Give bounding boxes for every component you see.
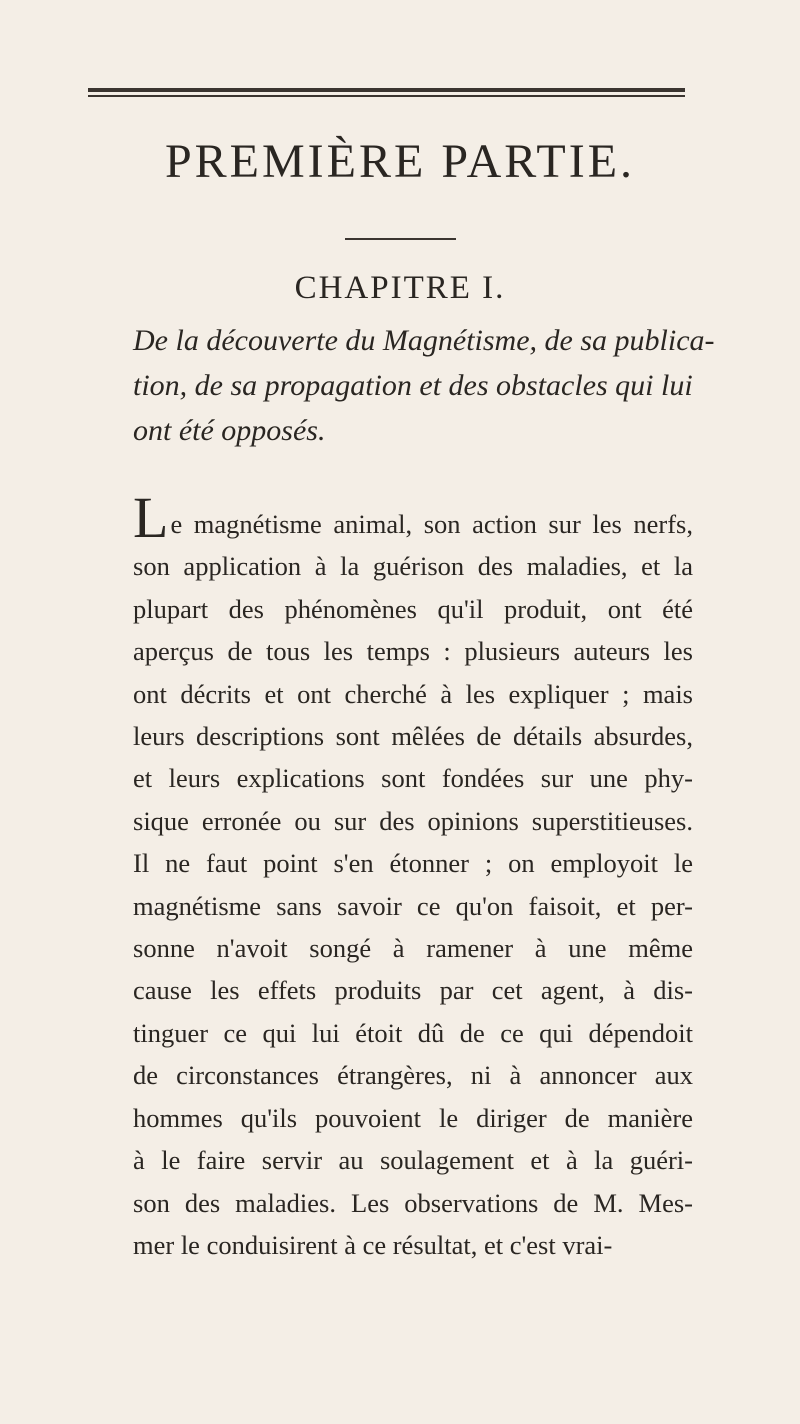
part-title: PREMIÈRE PARTIE. xyxy=(164,135,636,188)
body-line: et leurs explications sont fondées sur une phy- xyxy=(133,763,693,794)
body-line: de circonstances étrangères, ni à annoncer aux xyxy=(133,1060,693,1091)
chapter-title: CHAPITRE I. xyxy=(294,270,506,306)
first-line-text: e magnétisme animal, son action sur les nerfs, xyxy=(170,509,693,539)
body-line: ont décrits et ont cherché à les expliquer ; mais xyxy=(133,678,693,709)
body-line: sonne n'avoit songé à ramener à une même xyxy=(133,933,693,964)
header-double-rule xyxy=(88,88,685,100)
body-line: son application à la guérison des maladies, et la xyxy=(133,551,693,582)
body-line: leurs descriptions sont mêlées de détails absurdes, xyxy=(133,721,693,752)
body-line: à le faire servir au soulagement et à la guéri- xyxy=(133,1145,693,1176)
body-line: magnétisme sans savoir ce qu'on faisoit, et per- xyxy=(133,890,693,921)
body-paragraph xyxy=(133,485,693,1266)
body-line: aperçus de tous les temps : plusieurs auteurs les xyxy=(133,636,693,667)
subtitle-line: De la découverte du Magnétisme, de sa publica- xyxy=(133,324,715,357)
body-line: mer le conduisirent à ce résultat, et c'est vrai- xyxy=(133,1229,613,1260)
subtitle-line: ont été opposés. xyxy=(133,414,326,447)
subtitle-line: tion, de sa propagation et des obstacles qui lui xyxy=(133,369,693,402)
header-rule-thick xyxy=(88,88,685,92)
body-line: son des maladies. Les observations de M. Mes- xyxy=(133,1187,693,1218)
body-line: tinguer ce qui lui étoit dû de ce qui dépendoit xyxy=(133,1017,693,1048)
body-line: cause les effets produits par cet agent, à dis- xyxy=(133,975,693,1006)
body-line-first xyxy=(133,485,693,550)
body-line: sique erronée ou sur des opinions superstitieuses. xyxy=(133,805,693,836)
body-line: hommes qu'ils pouvoient le diriger de manière xyxy=(133,1102,693,1133)
body-line: Il ne faut point s'en étonner ; on employoit le xyxy=(133,848,693,879)
section-divider xyxy=(345,238,456,240)
body-line: plupart des phénomènes qu'il produit, ont été xyxy=(133,593,693,624)
chapter-subtitle xyxy=(133,318,715,453)
drop-cap: L xyxy=(133,485,169,550)
header-rule-thin xyxy=(88,95,685,97)
